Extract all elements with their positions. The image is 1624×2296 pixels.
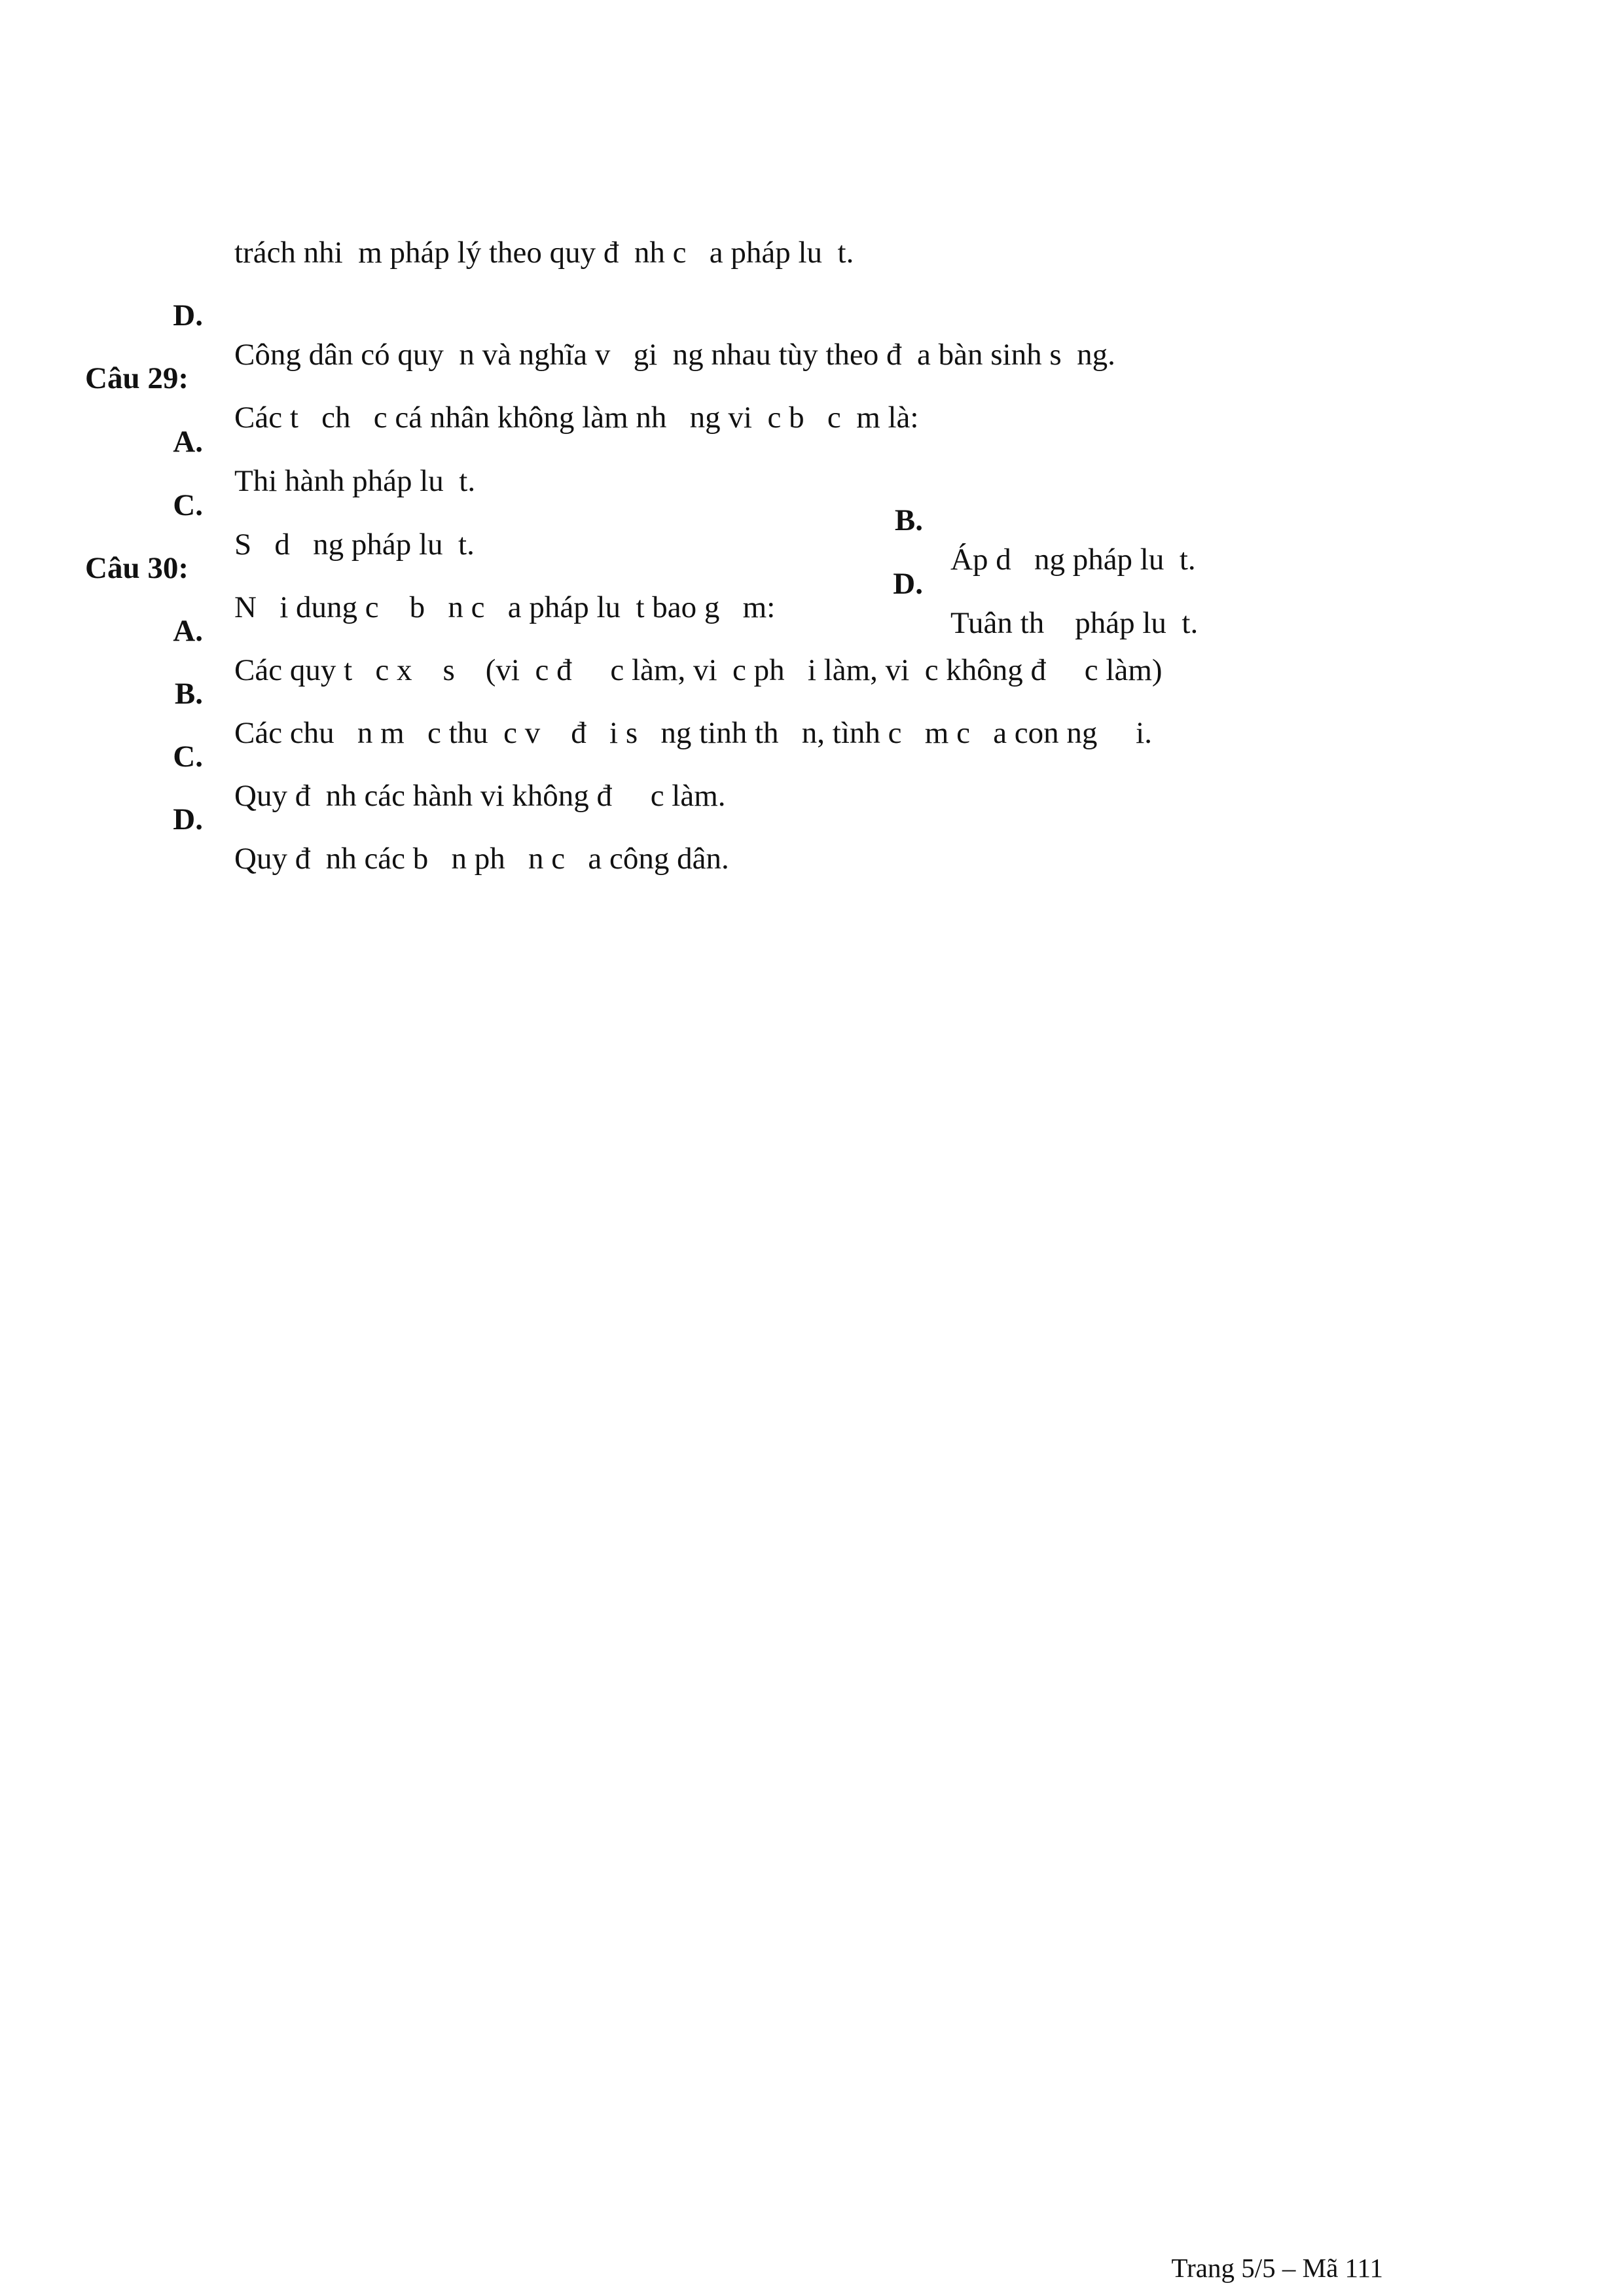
option-text: Quy đ nh các b n ph n c a công dân. [234,842,729,876]
question-29 [0,319,1624,435]
option-text: Các quy t c x s (vi c đ c làm, vi c ph i làm, vi c không đ c làm) [234,653,1163,687]
option-label: C. [173,488,203,522]
q30-option-d [0,761,1624,876]
option-text: Thi hành pháp lu t. [234,464,476,498]
continuation-line [0,194,1624,270]
option-text: S d ng pháp lu t. [234,528,475,562]
option-text: Áp d ng pháp lu t. [950,543,1196,577]
option-label: A. [173,425,203,459]
option-label: B. [174,677,203,711]
option-text: Quy đ nh các hành vi không đ c làm. [234,779,726,813]
option-label: B. [894,503,923,537]
option-label: D. [173,298,203,332]
option-text: Các chu n m c thu c v đ i s ng tinh th n, tình c m c a con ng i. [234,716,1152,750]
option-label: D. [173,802,203,836]
question-text: Các t ch c cá nhân không làm nh ng vi c b c m là: [234,401,919,435]
option-label: A. [173,614,203,648]
option-label: C. [173,740,203,774]
option-label: D. [893,567,923,601]
question-label: Câu 30: [85,551,189,585]
q30-option-c [0,698,1624,813]
continuation-text: trách nhi m pháp lý theo quy đ nh c a pháp lu t. [234,236,854,270]
question-text: N i dung c b n c a pháp lu t bao g m: [234,590,776,624]
option-text: Công dân có quy n và nghĩa v gi ng nhau tùy theo đ a bàn sinh s ng. [234,338,1115,372]
q30-option-b [0,635,1624,750]
q28-option-d [0,257,1624,372]
page-footer: Trang 5/5 – Mã 111 [1171,2253,1383,2283]
option-text: Tuân th pháp lu t. [950,606,1199,640]
question-label: Câu 29: [85,361,189,395]
